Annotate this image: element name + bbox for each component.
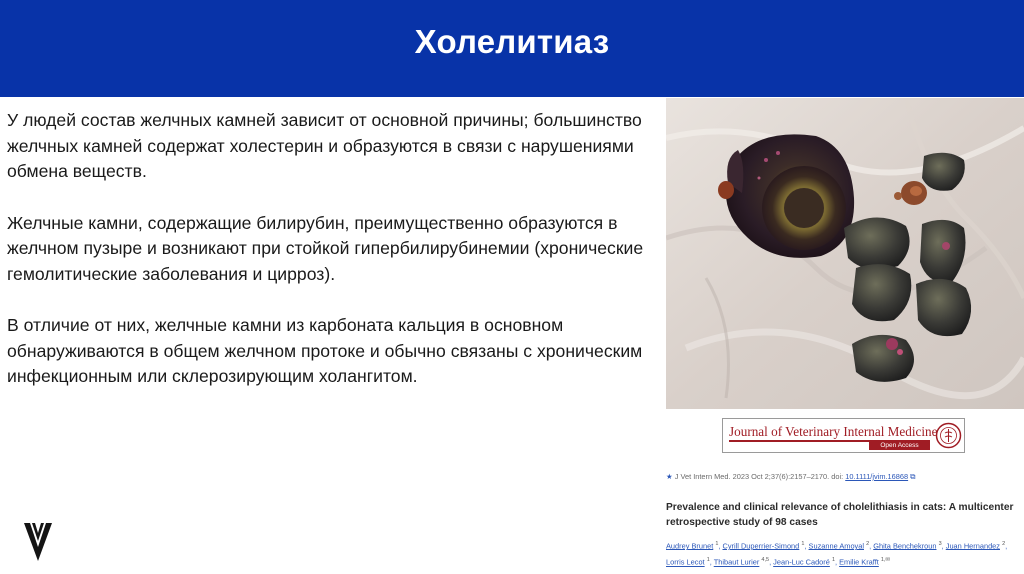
citation-text: J Vet Intern Med. 2023 Oct 2;37(6):2157–2170. doi:: [674, 472, 844, 481]
journal-seal-icon: [935, 422, 962, 449]
body-text: [7, 108, 657, 416]
author-link[interactable]: Audrey Brunet: [666, 541, 714, 551]
author-link[interactable]: Ghita Benchekroun: [873, 541, 937, 551]
paragraph-composition: У людей состав желчных камней зависит от основной причины; большинство желчных камней содержат холестерин и образуются в связи с нарушениями обмена веществ.: [7, 110, 642, 181]
journal-logo: [722, 418, 965, 453]
journal-name: Journal of Veterinary Internal Medicine: [729, 424, 938, 439]
paragraph-bilirubin: Желчные камни, содержащие билирубин, преимущественно образуются в желчном пузыре и возникают при стойкой гипербилирубинемии (хронические гемолитические заболевания и цирроз).: [7, 212, 644, 284]
open-access-badge: Open Access: [869, 441, 930, 450]
article-title: Prevalence and clinical relevance of cholelithiasis in cats: A multicenter retrospective study of 98 cases: [666, 502, 1014, 528]
journal-star-icon: ★: [666, 472, 673, 481]
author-link[interactable]: Emilie Krafft: [839, 557, 879, 567]
author-list: Audrey Brunet $^1$, Cyrill Duperrier-Simond $^1$, Suzanne Amoyal $^2$, Ghita Benchekroun $^3$, Juan Hernandez $^2$, Lorris Lecot $^1$, Thibaut Lurier $^{4,5}$, Jean-Luc Cadoré $^1$, Emilie Krafft $^{1,✉}$: [666, 541, 1008, 567]
doi-link[interactable]: 10.1111/jvim.16868: [845, 472, 909, 481]
author-link[interactable]: Thibaut Lurier: [713, 557, 760, 567]
author-link[interactable]: Cyrill Duperrier-Simond: [722, 541, 800, 551]
slide-title: Холелитиаз: [414, 23, 610, 60]
brand-logo-icon: [23, 521, 53, 563]
gallstones-photo: [666, 98, 1024, 409]
author-link[interactable]: Juan Hernandez: [945, 541, 1000, 551]
paragraph-calcium-carbonate: В отличие от них, желчные камни из карбоната кальция в основном обнаруживаются в общем желчном протоке и обычно связаны с хроническим инфекционным или склерозирующим холангитом.: [7, 315, 643, 386]
citation-line: [666, 472, 1024, 482]
author-link[interactable]: Suzanne Amoyal: [808, 541, 864, 551]
author-link[interactable]: Jean-Luc Cadoré: [773, 557, 830, 567]
external-link-icon[interactable]: ⧉: [910, 472, 916, 481]
author-link[interactable]: Lorris Lecot: [666, 557, 705, 567]
